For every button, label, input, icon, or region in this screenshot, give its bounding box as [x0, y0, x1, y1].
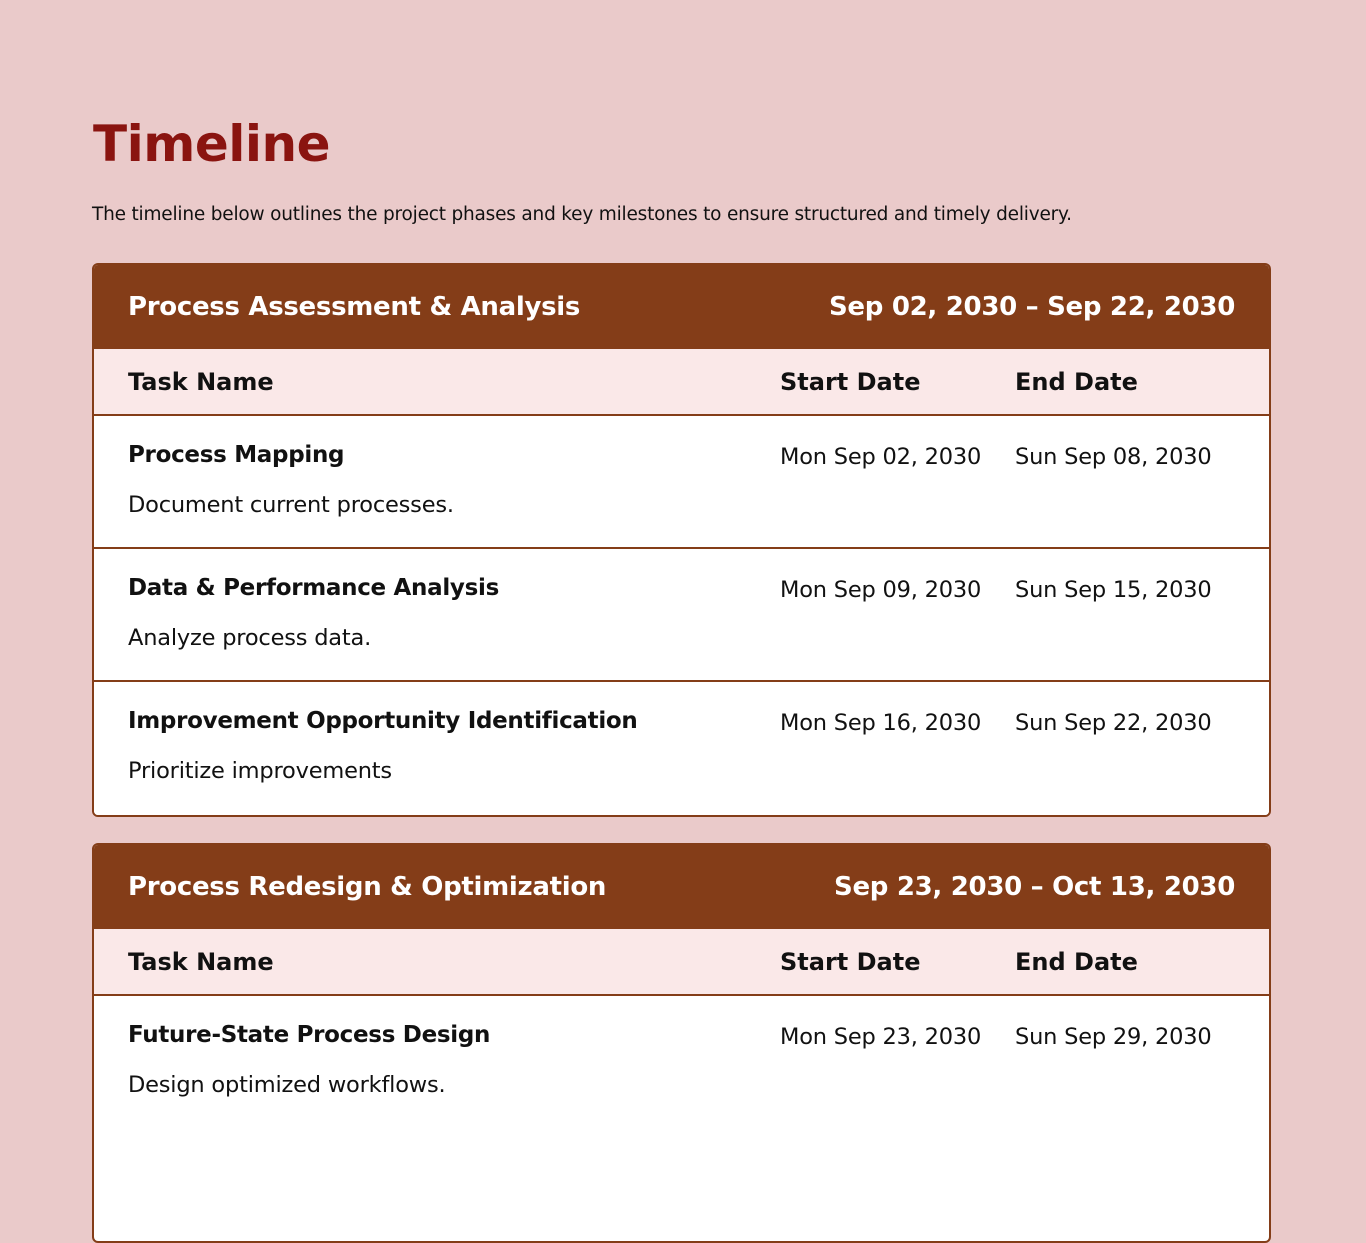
intro-text: The timeline below outlines the project phases and key milestones to ensure structured and timely delivery. — [92, 204, 1072, 225]
phase-header — [94, 265, 1269, 349]
phase-date-range: Sep 23, 2030 – Oct 13, 2030 — [834, 872, 1235, 902]
column-header-row — [94, 929, 1269, 996]
task-row — [94, 549, 1269, 682]
column-header-task-name: Task Name — [128, 368, 274, 396]
column-header-end-date: End Date — [1015, 948, 1138, 976]
column-header-start-date: Start Date — [780, 368, 921, 396]
column-header-end-date: End Date — [1015, 368, 1138, 396]
task-start-date: Mon Sep 02, 2030 — [780, 444, 982, 470]
task-name: Future-State Process Design — [128, 1022, 491, 1048]
task-start-date: Mon Sep 09, 2030 — [780, 577, 982, 603]
task-description: Prioritize improvements — [128, 758, 392, 784]
task-end-date: Sun Sep 29, 2030 — [1015, 1024, 1212, 1050]
task-description: Analyze process data. — [128, 625, 372, 651]
task-end-date: Sun Sep 15, 2030 — [1015, 577, 1212, 603]
task-row — [94, 416, 1269, 549]
task-row — [94, 996, 1269, 1129]
task-start-date: Mon Sep 23, 2030 — [780, 1024, 982, 1050]
task-name: Data & Performance Analysis — [128, 575, 499, 601]
task-start-date: Mon Sep 16, 2030 — [780, 710, 982, 736]
phase-card — [92, 843, 1271, 1243]
task-end-date: Sun Sep 22, 2030 — [1015, 710, 1212, 736]
task-end-date: Sun Sep 08, 2030 — [1015, 444, 1212, 470]
task-row — [94, 682, 1269, 815]
column-header-start-date: Start Date — [780, 948, 921, 976]
phase-date-range: Sep 02, 2030 – Sep 22, 2030 — [829, 292, 1235, 322]
task-name: Improvement Opportunity Identification — [128, 708, 638, 734]
task-description: Design optimized workflows. — [128, 1072, 446, 1098]
phase-card — [92, 263, 1271, 817]
column-header-task-name: Task Name — [128, 948, 274, 976]
column-header-row — [94, 349, 1269, 416]
task-description: Document current processes. — [128, 492, 454, 518]
phase-title: Process Assessment & Analysis — [128, 292, 581, 322]
task-name: Process Mapping — [128, 442, 345, 468]
phase-title: Process Redesign & Optimization — [128, 872, 607, 902]
phase-header — [94, 845, 1269, 929]
page-title: Timeline — [93, 115, 331, 173]
